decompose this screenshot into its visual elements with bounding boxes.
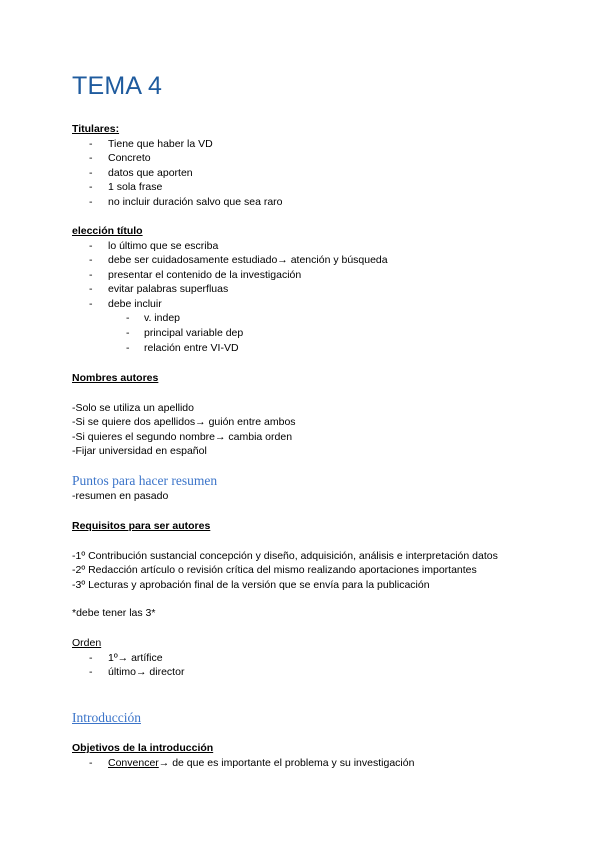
heading-orden: Orden	[72, 637, 102, 649]
page-title: TEMA 4	[72, 72, 163, 100]
eleccion-list	[72, 239, 552, 312]
list-item: - datos que aporten	[72, 166, 552, 181]
heading-nombres-autores: Nombres autores	[72, 372, 159, 384]
list-item: - no incluir duración salvo que sea raro	[72, 195, 552, 210]
section-resumen	[72, 472, 552, 504]
list-item-rest: → de que es importante el problema y su investigación	[158, 756, 415, 769]
list-item: - presentar el contenido de la investigación	[72, 268, 552, 283]
orden-list	[72, 651, 552, 680]
list-item: - 1º→ artífice	[72, 651, 552, 666]
objetivos-list	[72, 756, 552, 771]
text-line: -3º Lecturas y aprobación final de la versión que se envía para la publicación	[72, 578, 430, 591]
text-line: -2º Redacción artículo o revisión crítica del mismo realizando aportaciones importantes	[72, 564, 477, 577]
note-line: *debe tener las 3*	[72, 607, 156, 620]
heading-resumen: Puntos para hacer resumen	[72, 473, 218, 488]
heading-objetivos: Objetivos de la introducción	[72, 742, 214, 754]
sub-list-item: - principal variable dep	[72, 326, 552, 341]
heading-eleccion-titulo: elección título	[72, 225, 143, 237]
text-line: -Si quieres el segundo nombre→ cambia orden	[72, 430, 293, 443]
underlined-word: Convencer	[108, 756, 159, 769]
sub-list-item: - v. indep	[72, 311, 552, 326]
list-item: - debe ser cuidadosamente estudiado→ atención y búsqueda	[72, 253, 552, 268]
section-introduccion	[72, 709, 552, 770]
list-item: - Concreto	[72, 151, 552, 166]
section-eleccion-titulo	[72, 224, 552, 355]
list-item: - último→ director	[72, 665, 552, 680]
titulares-list	[72, 137, 552, 210]
text-line: -Solo se utiliza un apellido	[72, 401, 194, 414]
section-orden	[72, 636, 552, 680]
list-item: - Tiene que haber la VD	[72, 137, 552, 152]
heading-introduccion: Introducción	[72, 710, 141, 725]
eleccion-sub-list	[72, 311, 552, 355]
list-item	[72, 756, 552, 771]
list-item: - 1 sola frase	[72, 180, 552, 195]
list-item: - debe incluir	[72, 297, 552, 312]
list-item: - lo último que se escriba	[72, 239, 552, 254]
sub-list-item: - relación entre VI-VD	[72, 341, 552, 356]
list-item: - evitar palabras superfluas	[72, 282, 552, 297]
text-line: -Si se quiere dos apellidos→ guión entre ambos	[72, 416, 296, 429]
heading-titulares: Titulares:	[72, 123, 120, 135]
section-nombres-autores	[72, 371, 552, 459]
section-requisitos	[72, 519, 552, 621]
text-line: -1º Contribución sustancial concepción y diseño, adquisición, análisis e interpretación datos	[72, 549, 498, 562]
heading-requisitos: Requisitos para ser autores	[72, 520, 211, 532]
text-line: -Fijar universidad en español	[72, 445, 207, 458]
text-line: -resumen en pasado	[72, 490, 169, 502]
section-titulares	[72, 122, 552, 209]
